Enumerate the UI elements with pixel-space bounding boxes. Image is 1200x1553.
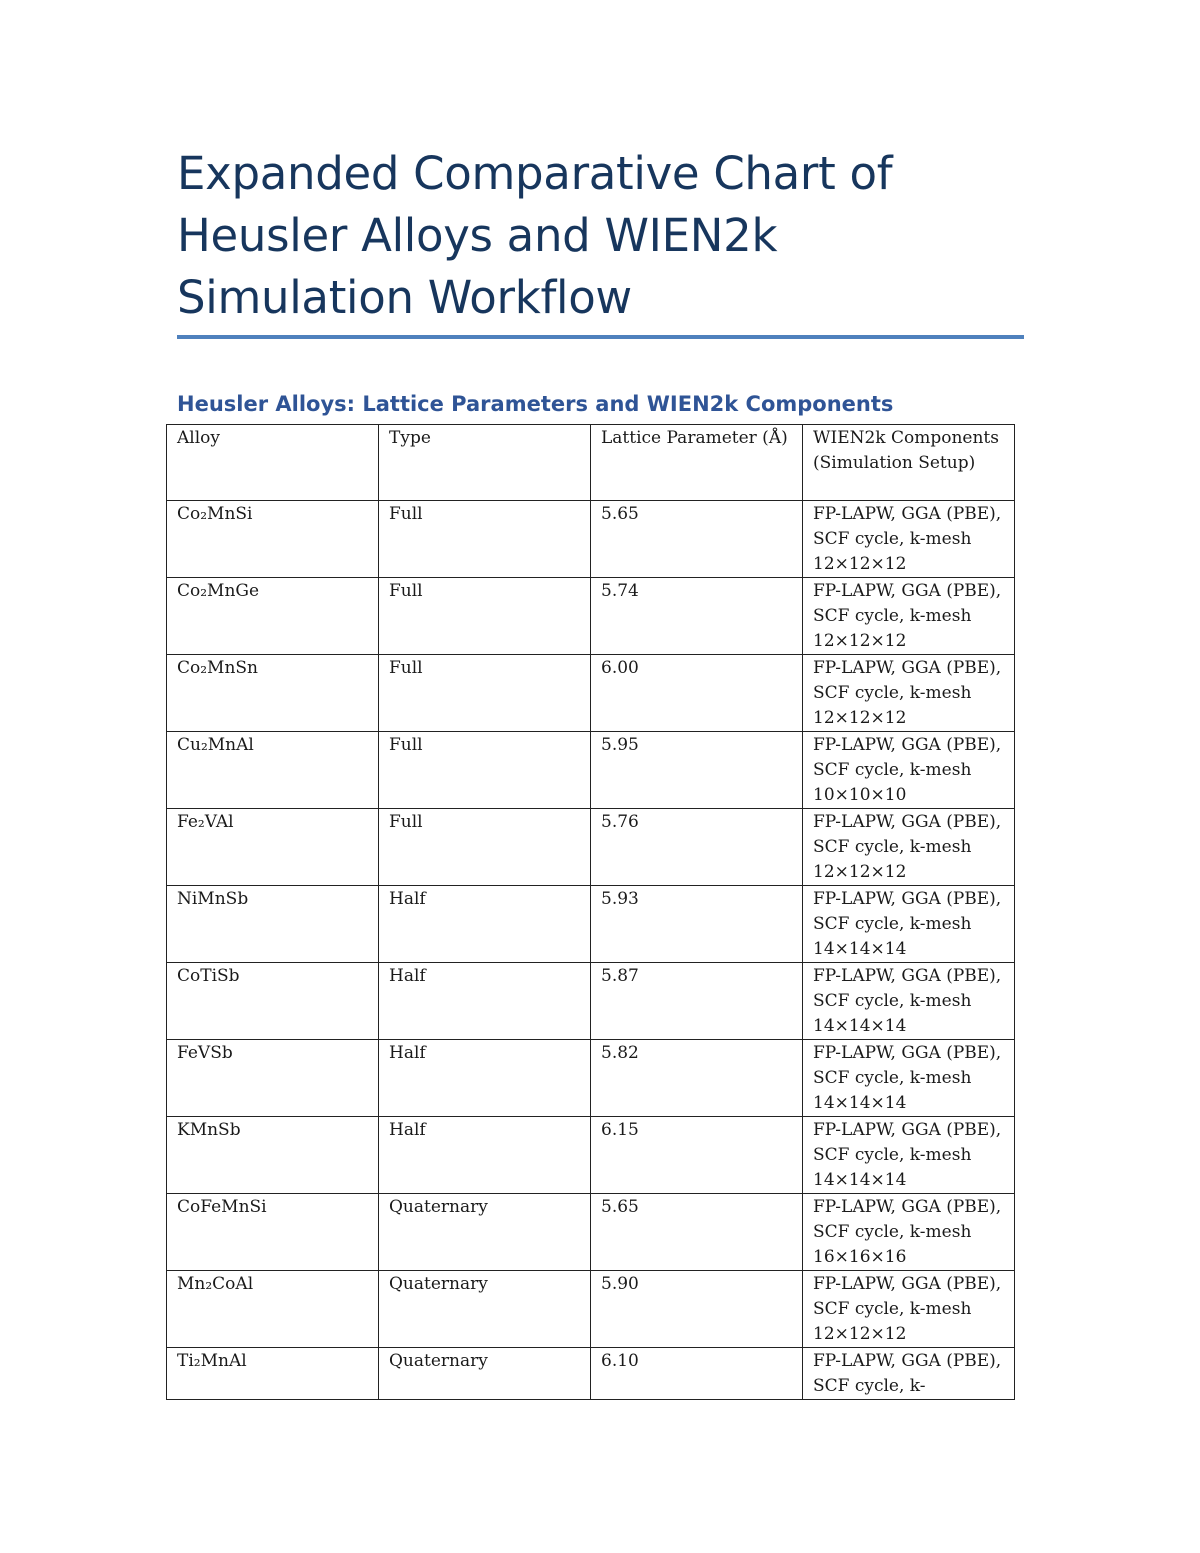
cell-lattice: 5.76 — [591, 809, 803, 886]
table-row — [167, 1271, 1015, 1348]
table-row — [167, 1040, 1015, 1117]
cell-alloy: NiMnSb — [167, 886, 379, 963]
title-underline — [177, 335, 1024, 339]
table-row — [167, 655, 1015, 732]
cell-alloy: Fe₂VAl — [167, 809, 379, 886]
cell-lattice: 5.93 — [591, 886, 803, 963]
cell-components: FP-LAPW, GGA (PBE), SCF cycle, k-mesh 14×14×14 — [803, 963, 1015, 1040]
cell-type: Half — [379, 1117, 591, 1194]
cell-alloy: FeVSb — [167, 1040, 379, 1117]
cell-type: Quaternary — [379, 1348, 591, 1400]
cell-type: Full — [379, 809, 591, 886]
cell-components: FP-LAPW, GGA (PBE), SCF cycle, k-mesh 12×12×12 — [803, 655, 1015, 732]
cell-alloy: CoTiSb — [167, 963, 379, 1040]
cell-type: Half — [379, 1040, 591, 1117]
cell-lattice: 5.87 — [591, 963, 803, 1040]
cell-type: Full — [379, 732, 591, 809]
table-row — [167, 963, 1015, 1040]
cell-lattice: 5.65 — [591, 501, 803, 578]
cell-lattice: 5.95 — [591, 732, 803, 809]
cell-alloy: Mn₂CoAl — [167, 1271, 379, 1348]
cell-lattice: 5.90 — [591, 1271, 803, 1348]
cell-type: Quaternary — [379, 1271, 591, 1348]
cell-lattice: 5.65 — [591, 1194, 803, 1271]
cell-alloy: Co₂MnGe — [167, 578, 379, 655]
table-row — [167, 1117, 1015, 1194]
cell-alloy: Co₂MnSn — [167, 655, 379, 732]
table-row — [167, 732, 1015, 809]
cell-type: Half — [379, 886, 591, 963]
cell-type: Full — [379, 501, 591, 578]
header-lattice-parameter: Lattice Parameter (Å) — [591, 425, 803, 501]
cell-lattice: 5.74 — [591, 578, 803, 655]
section-heading: Heusler Alloys: Lattice Parameters and WIEN2k Components — [177, 392, 894, 416]
table-row — [167, 578, 1015, 655]
cell-components: FP-LAPW, GGA (PBE), SCF cycle, k-mesh 12×12×12 — [803, 1271, 1015, 1348]
header-alloy: Alloy — [167, 425, 379, 501]
cell-alloy: Cu₂MnAl — [167, 732, 379, 809]
cell-lattice: 5.82 — [591, 1040, 803, 1117]
table-row — [167, 501, 1015, 578]
cell-alloy: KMnSb — [167, 1117, 379, 1194]
cell-type: Full — [379, 655, 591, 732]
table-header-row — [167, 425, 1015, 501]
cell-alloy: CoFeMnSi — [167, 1194, 379, 1271]
cell-lattice: 6.00 — [591, 655, 803, 732]
cell-components: FP-LAPW, GGA (PBE), SCF cycle, k-mesh 14×14×14 — [803, 886, 1015, 963]
header-type: Type — [379, 425, 591, 501]
table-row — [167, 809, 1015, 886]
table-row — [167, 886, 1015, 963]
cell-alloy: Co₂MnSi — [167, 501, 379, 578]
cell-components: FP-LAPW, GGA (PBE), SCF cycle, k-mesh 12×12×12 — [803, 501, 1015, 578]
cell-components: FP-LAPW, GGA (PBE), SCF cycle, k-mesh 10×10×10 — [803, 732, 1015, 809]
cell-type: Quaternary — [379, 1194, 591, 1271]
heusler-alloys-table — [166, 424, 1015, 1400]
cell-components: FP-LAPW, GGA (PBE), SCF cycle, k-mesh 12×12×12 — [803, 809, 1015, 886]
cell-components: FP-LAPW, GGA (PBE), SCF cycle, k- — [803, 1348, 1015, 1400]
cell-type: Full — [379, 578, 591, 655]
cell-alloy: Ti₂MnAl — [167, 1348, 379, 1400]
cell-components: FP-LAPW, GGA (PBE), SCF cycle, k-mesh 14×14×14 — [803, 1040, 1015, 1117]
table-row — [167, 1348, 1015, 1400]
document-title: Expanded Comparative Chart of Heusler Alloys and WIEN2k Simulation Workflow — [177, 147, 893, 324]
cell-lattice: 6.15 — [591, 1117, 803, 1194]
header-wien2k-components: WIEN2k Components (Simulation Setup) — [803, 425, 1015, 501]
table-row — [167, 1194, 1015, 1271]
cell-components: FP-LAPW, GGA (PBE), SCF cycle, k-mesh 14×14×14 — [803, 1117, 1015, 1194]
cell-type: Half — [379, 963, 591, 1040]
cell-components: FP-LAPW, GGA (PBE), SCF cycle, k-mesh 16×16×16 — [803, 1194, 1015, 1271]
cell-components: FP-LAPW, GGA (PBE), SCF cycle, k-mesh 12×12×12 — [803, 578, 1015, 655]
cell-lattice: 6.10 — [591, 1348, 803, 1400]
